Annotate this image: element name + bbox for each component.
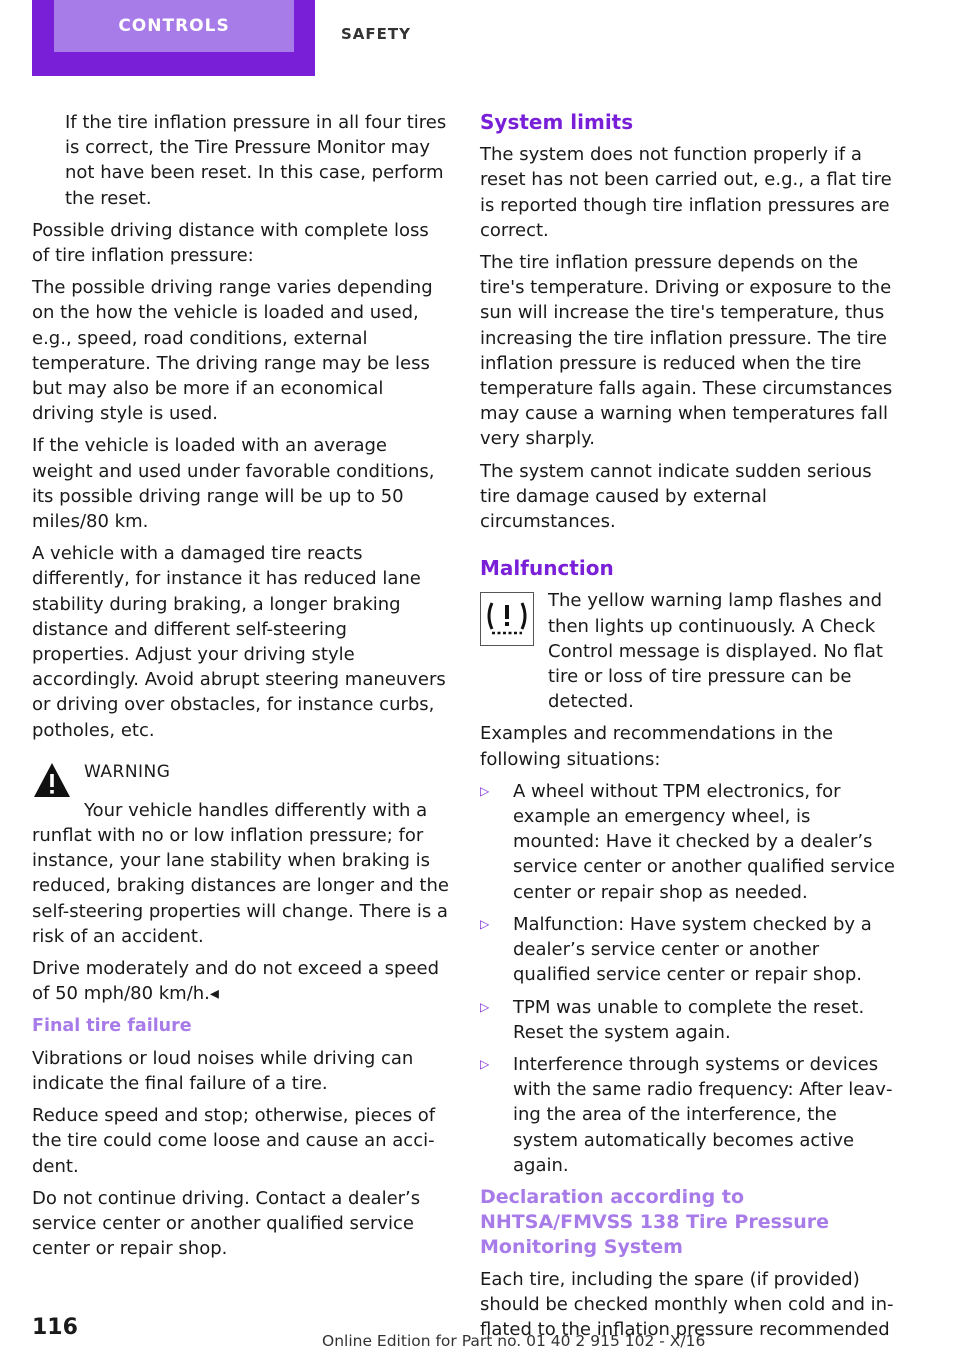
warning-text-2: Drive moderately and do not exceed a speed of 50 mph/80 km/h.◂ (32, 958, 440, 1005)
paragraph: A vehicle with a damaged tire reacts differently, for instance it has reduced lane stability during braking, a longer braking distance and different self-steering properties. Adjust your driving style accordingly. Avoid abrupt steering maneuvers or driving over obstacles, for instance curbs, potholes, etc. (32, 543, 446, 741)
warning-title: WARNING (84, 761, 171, 782)
heading-final-tire-failure: Final tire failure (32, 1015, 192, 1036)
paragraph: The tire inflation pressure depends on the tire's temperature. Driving or exposure to the sun will increase the tire's temperature, thus increasing the tire inflation pressure. The tire inflation pressure is reduced when the tire temperature falls again. These circumstances may cause a warning when temperatures fall very sharply. (480, 252, 893, 450)
triangle-right-icon: ▷ (480, 783, 490, 798)
warning-triangle-icon (32, 760, 72, 800)
triangle-right-icon: ▷ (480, 916, 490, 931)
heading-declaration: Declaration according to NHTSA/FMVSS 138 Tire Pressure Monitoring System (480, 1185, 830, 1258)
list-item: ▷ Interference through systems or devices with the same radio frequency: After leaving the area of the interference, the system automatically becomes active again. (480, 1052, 898, 1178)
recommendation-list (480, 779, 898, 1178)
warning-text: Your vehicle handles differently with a runflat with no or low inflation pressure; for instance, your lane stability when braking is reduced, braking distances are longer and the self-steering properties will change. There is a risk of an accident. (32, 799, 449, 947)
reset-note: If the tire inflation pressure in all four tires is correct, the Tire Pressure Monitor may not have been reset. In this case, perform the reset. (65, 112, 447, 209)
heading-system-limits: System limits (480, 110, 634, 134)
paragraph: Vibrations or loud noises while driving can indicate the final failure of a tire. (32, 1047, 414, 1094)
triangle-right-icon: ▷ (480, 1056, 490, 1071)
chapter-tabs (32, 0, 315, 76)
edition-footer: Online Edition for Part no. 01 40 2 915 102 - X/16 (322, 1332, 706, 1350)
right-column (480, 110, 898, 1350)
warning-box (32, 760, 450, 800)
tire-pressure-warning-icon (480, 592, 534, 646)
list-item: ▷ Malfunction: Have system checked by a dealer’s service center or another qualified service center or repair shop. (480, 912, 898, 988)
malfunction-text: The yellow warning lamp flashes and then lights up continuously. A Check Control message is displayed. No flat tire or loss of tire pressure can be detected. (548, 590, 883, 713)
paragraph: Possible driving distance with complete loss of tire inflation pressure: (32, 219, 429, 267)
page-number: 116 (32, 1315, 78, 1340)
triangle-right-icon: ▷ (480, 999, 490, 1014)
tab-safety[interactable]: SAFETY (341, 25, 411, 43)
paragraph: The possible driving range varies depending on the how the vehicle is loaded and used, e.g., speed, road conditions, external temperature. The driving range may be less but may also be more if an economical driving style is used. (32, 277, 433, 425)
paragraph: Do not continue driving. Contact a dealer’s service center or another qualified service center or repair shop. (32, 1187, 421, 1260)
malfunction-block (480, 588, 898, 721)
paragraph: The system does not function properly if a reset has not been carried out, e.g., a flat tire is reported though tire inflation pressures are correct. (480, 144, 892, 241)
left-column (32, 110, 450, 1268)
list-item: ▷ A wheel without TPM electronics, for example an emergency wheel, is mounted: Have it checked by a dealer’s service center or another qualified service center or repair shop as needed. (480, 779, 898, 905)
heading-malfunction: Malfunction (480, 556, 614, 581)
list-item: ▷ TPM was unable to complete the reset. Reset the system again. (480, 995, 898, 1045)
paragraph: If the vehicle is loaded with an average weight and used under favorable conditions, its possible driving range will be up to 50 miles/80 km. (32, 435, 435, 533)
paragraph: Reduce speed and stop; otherwise, pieces of the tire could come loose and cause an accident. (32, 1105, 436, 1177)
tab-controls[interactable]: CONTROLS (54, 0, 294, 52)
paragraph: The system cannot indicate sudden serious tire damage caused by external circumstances. (480, 460, 872, 533)
paragraph: Each tire, including the spare (if provided) should be checked monthly when cold and inflated to the inflation pressure recommended (480, 1268, 894, 1341)
paragraph: Examples and recommendations in the following situations: (480, 723, 834, 770)
